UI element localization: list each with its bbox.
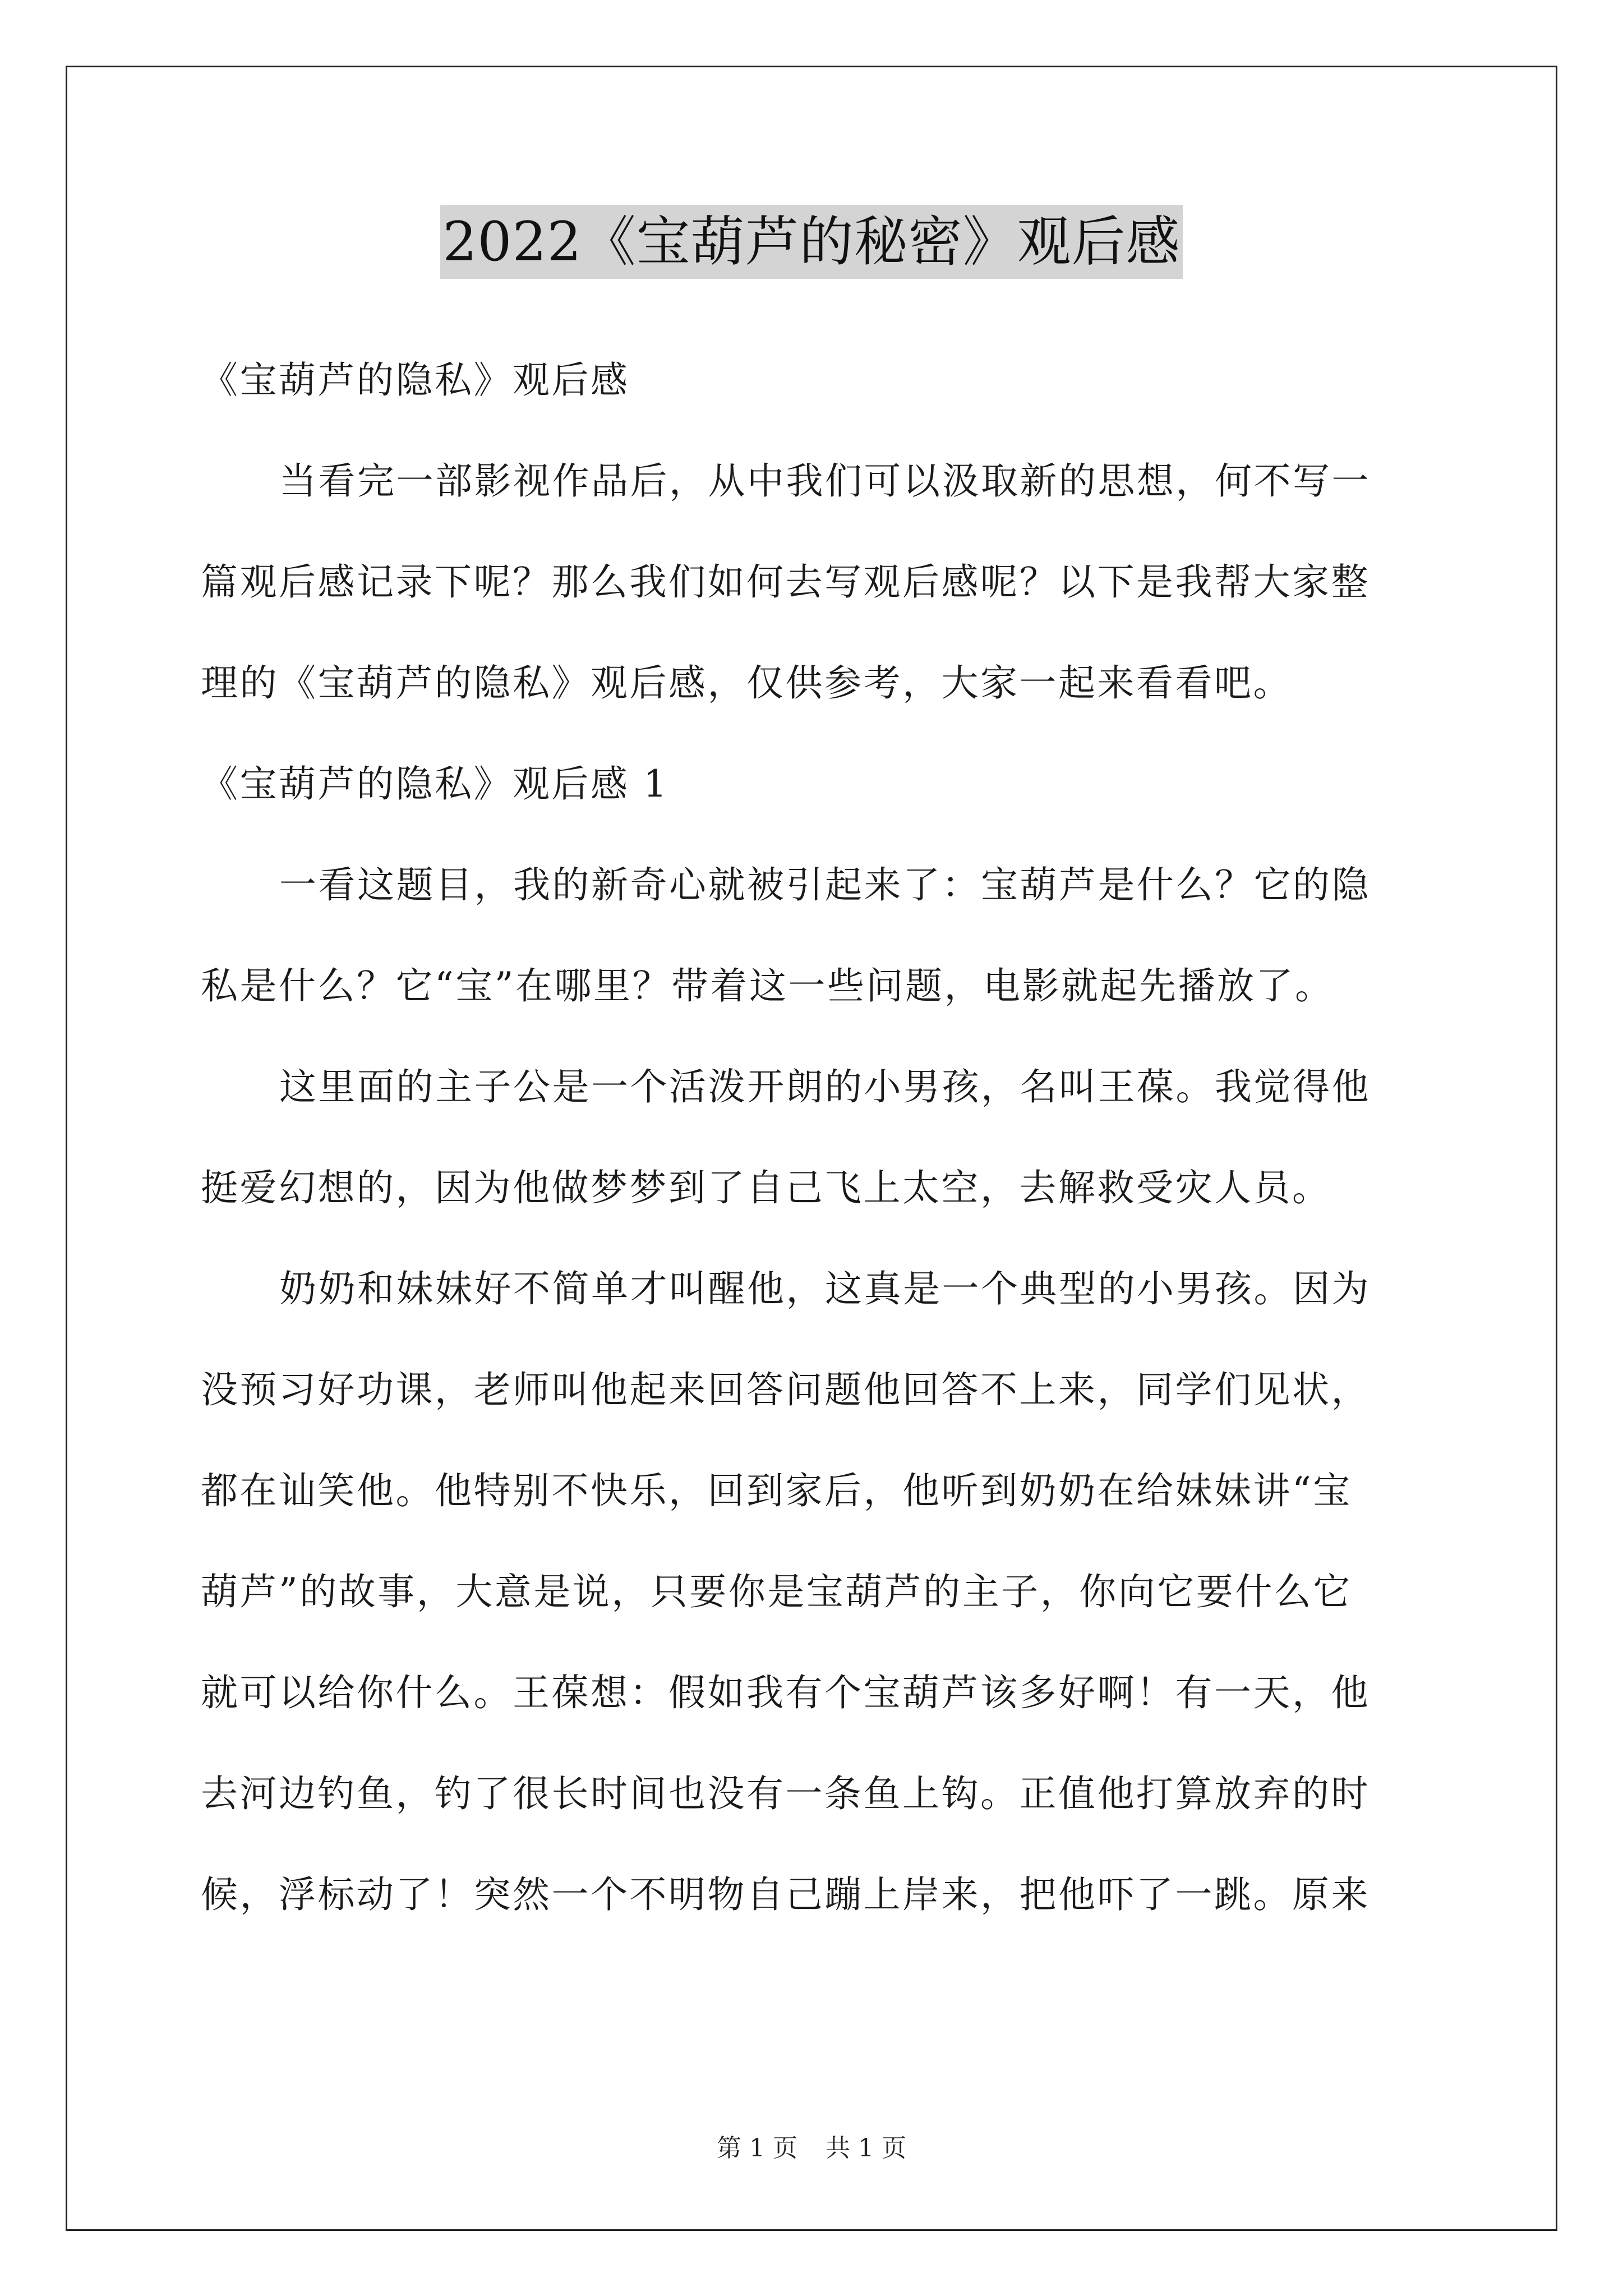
paragraph-line: 就可以给你什么。王葆想：假如我有个宝葫芦该多好啊！有一天，他	[201, 1671, 1370, 1714]
paragraph-line: 奶奶和妹妹好不简单才叫醒他，这真是一个典型的小男孩。因为	[279, 1267, 1371, 1310]
paragraph-line: 私是什么？它“宝”在哪里？带着这一些问题，电影就起先播放了。	[201, 964, 1334, 1007]
paragraph-line: 候，浮标动了！突然一个不明物自己蹦上岸来，把他吓了一跳。原来	[201, 1873, 1370, 1916]
paragraph-line: 理的《宝葫芦的隐私》观后感，仅供参考，大家一起来看看吧。	[201, 661, 1292, 705]
paragraph-line: 葫芦”的故事，大意是说，只要你是宝葫芦的主子，你向它要什么它	[201, 1570, 1352, 1613]
paragraph-line: 去河边钓鱼，钓了很长时间也没有一条鱼上钩。正值他打算放弃的时	[201, 1772, 1370, 1815]
page-total: 共 1 页	[826, 2134, 906, 2162]
document-body	[201, 347, 1435, 1962]
section-heading: 《宝葫芦的隐私》观后感 1	[201, 762, 669, 806]
paragraph-line: 一看这题目，我的新奇心就被引起来了：宝葫芦是什么？它的隐	[279, 863, 1371, 907]
page-number: 第 1 页	[717, 2134, 797, 2162]
section-heading: 《宝葫芦的隐私》观后感	[201, 358, 630, 402]
paragraph-line: 挺爱幻想的，因为他做梦梦到了自己飞上太空，去解救受灾人员。	[201, 1166, 1331, 1209]
paragraph-line: 篇观后感记录下呢？那么我们如何去写观后感呢？以下是我帮大家整	[201, 560, 1370, 604]
paragraph-line: 当看完一部影视作品后，从中我们可以汲取新的思想，何不写一	[279, 459, 1371, 503]
paragraph-line: 都在讪笑他。他特别不快乐，回到家后，他听到奶奶在给妹妹讲“宝	[201, 1469, 1352, 1512]
title-container	[0, 205, 1623, 279]
document-title: 2022《宝葫芦的秘密》观后感	[440, 205, 1182, 279]
page-footer	[0, 2132, 1623, 2165]
paragraph-line: 没预习好功课，老师叫他起来回答问题他回答不上来，同学们见状，	[201, 1368, 1370, 1411]
paragraph-line: 这里面的主子公是一个活泼开朗的小男孩，名叫王葆。我觉得他	[279, 1065, 1371, 1108]
